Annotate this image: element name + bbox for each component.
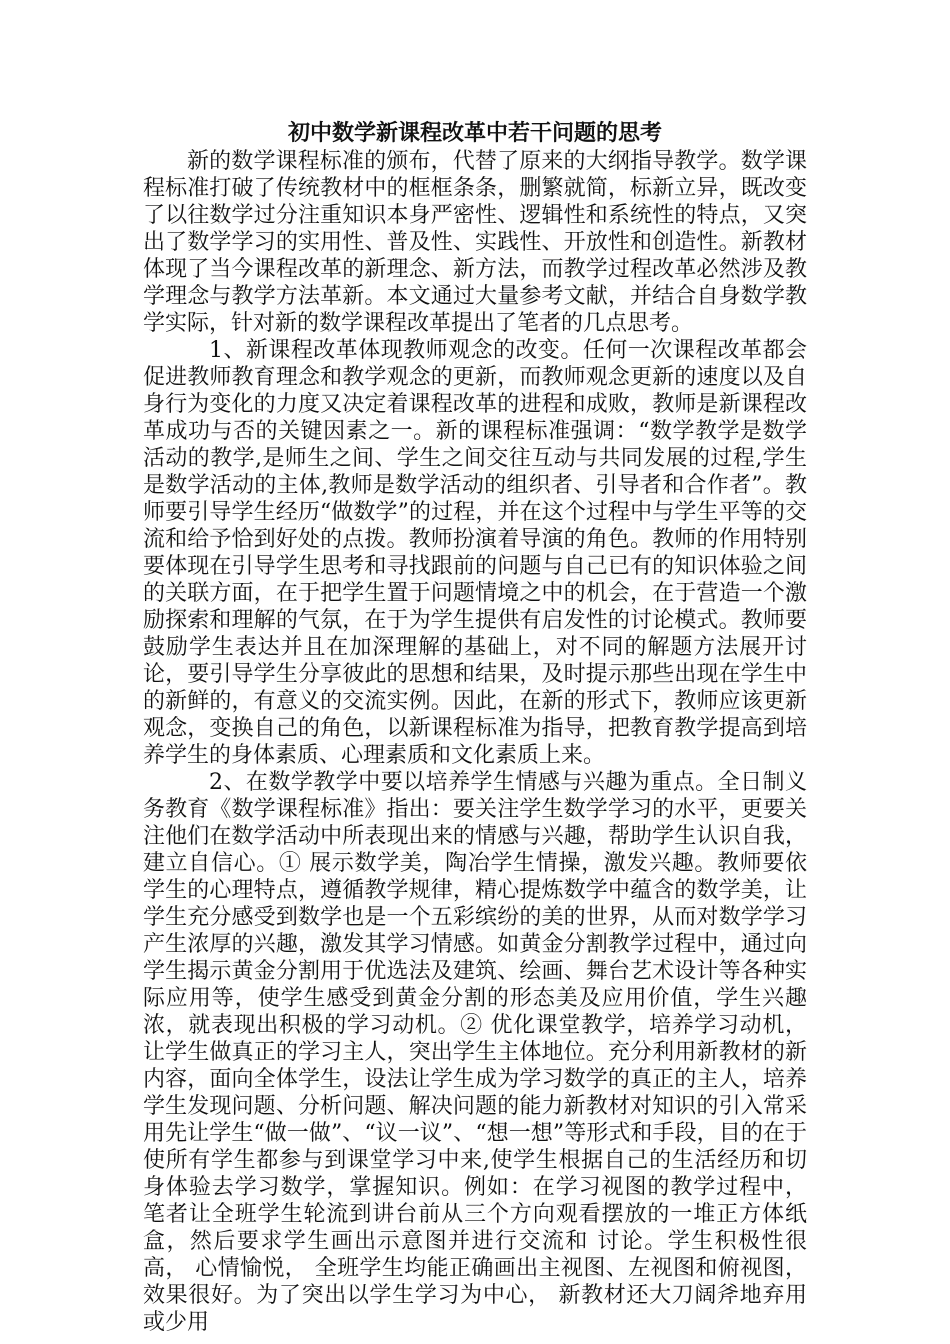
document-page [143, 118, 807, 1336]
section-2-paragraph: 2、在数学教学中要以培养学生情感与兴趣为重点。全日制义务教育《数学课程标准》指出：要关注学生数学学习的水平，更要关注他们在数学活动中所表现出来的情感与兴趣，帮助学生认识自我，建立自信心。① 展示数学美，陶冶学生情操，激发兴趣。教师要依学生的心理特点，遵循教学规律，精心提炼数学中蕴含的数学美，让学生充分感受到数学也是一个五彩缤纷的美的世界，从而对数学学习产生浓厚的兴趣，激发其学习情感。如黄金分割教学过程中，通过向学生揭示黄金分割用于优选法及建筑、绘画、舞台艺术设计等各种实际应用等，使学生感受到黄金分割的形态美及应用价值，学生兴趣浓，就表现出积极的学习动机。② 优化课堂教学，培养学习动机，让学生做真正的学习主人，突出学生主体地位。充分利用新教材的新内容，面向全体学生，设法让学生成为学习数学的真正的主人，培养学生发现问题、分析问题、解决问题的能力新教材对知识的引入常采用先让学生“做一做”、“议一议”、“想一想”等形式和手段，目的在于使所有学生都参与到课堂学习中来,使学生根据自己的生活经历和切身体验去学习数学，掌握知识。例如：在学习视图的教学过程中， 笔者让全班学生轮流到讲台前从三个方向观看摆放的一堆正方体纸盒，然后要求学生画出示意图并进行交流和 讨论。学生积极性很高， 心情愉悦， 全班学生均能正确画出主视图、左视图和俯视图， 效果很好。为了突出以学生学习为中心， 新教材还大刀阔斧地弃用或少用 [143, 770, 807, 1335]
intro-paragraph: 新的数学课程标准的颁布，代替了原来的大纲指导教学。数学课程标准打破了传统教材中的框框条条，删繁就简，标新立异，既改变了以往数学过分注重知识本身严密性、逻辑性和系统性的特点，又突出了数学学习的实用性、普及性、实践性、开放性和创造性。新教材体现了当今课程改革的新理念、新方法，而教学过程改革必然涉及教学理念与教学方法革新。本文通过大量参考文献，并结合自身数学教学实际，针对新的数学课程改革提出了笔者的几点思考。 [143, 149, 807, 336]
section-1-paragraph: 1、新课程改革体现教师观念的改变。任何一次课程改革都会促进教师教育理念和教学观念的更新，而教师观念更新的速度以及自身行为变化的力度又决定着课程改革的进程和成败，教师是新课程改革成功与否的关键因素之一。新的课程标准强调：“数学教学是数学活动的教学,是师生之间、学生之间交往互动与共同发展的过程,学生是数学活动的主体,教师是数学活动的组织者、引导者和合作者”。教师要引导学生经历“做数学”的过程，并在这个过程中与学生平等的交流和给予恰到好处的点拨。教师扮演着导演的角色。教师的作用特别要体现在引导学生思考和寻找跟前的问题与自己已有的知识体验之间的关联方面，在于把学生置于问题情境之中的机会，在于营造一个激励探索和理解的气氛，在于为学生提供有启发性的讨论模式。教师要鼓励学生表达并且在加深理解的基础上，对不同的解题方法展开讨论，要引导学生分享彼此的思想和结果，及时提示那些出现在学生中的新鲜的，有意义的交流实例。因此，在新的形式下，教师应该更新观念，变换自己的角色，以新课程标准为指导，把教育教学提高到培养学生的身体素质、心理素质和文化素质上来。 [143, 338, 807, 768]
document-title: 初中数学新课程改革中若干问题的思考 [287, 120, 662, 146]
